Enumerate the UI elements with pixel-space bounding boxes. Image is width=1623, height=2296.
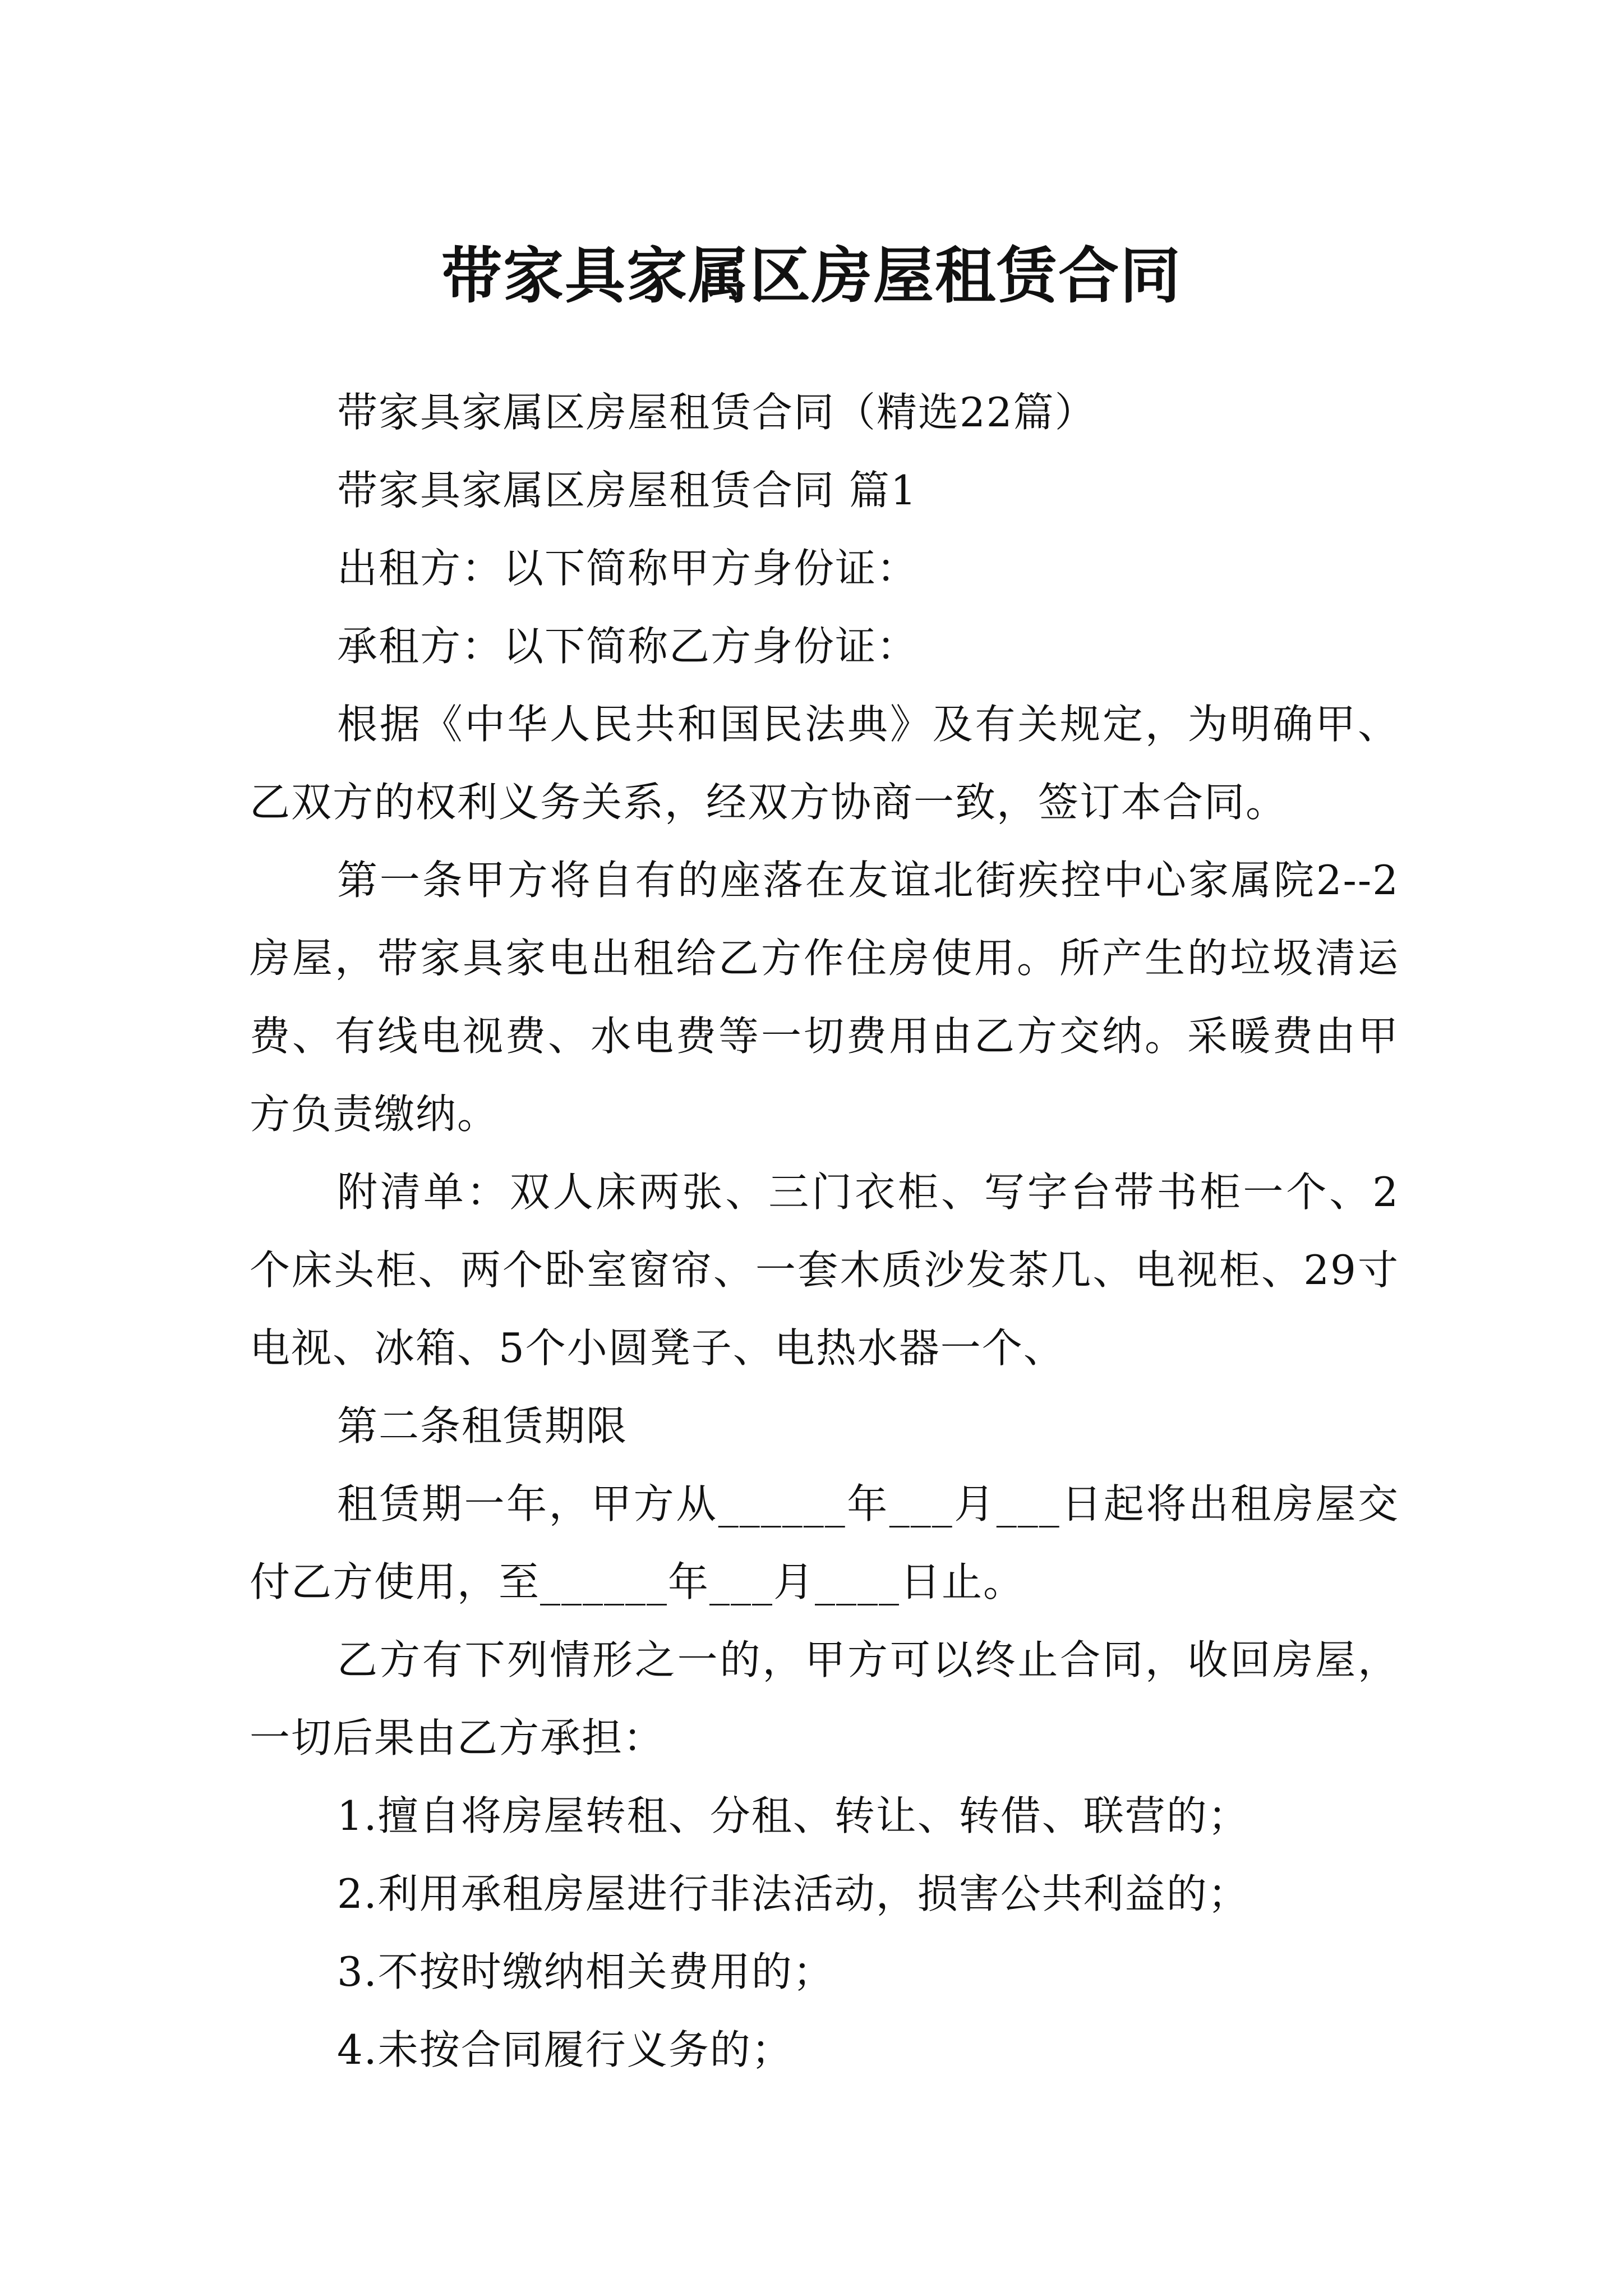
paragraph-item-2: 2.利用承租房屋进行非法活动，损害公共利益的； — [337, 1870, 1249, 1917]
paragraph-article-2-heading: 第二条租赁期限 — [337, 1402, 628, 1450]
paragraph-article-1: 第一条甲方将自有的座落在友谊北街疾控中心家属院2--2房屋，带家具家电出租给乙方作住房使用。所产生的垃圾清运费、有线电视费、水电费等一切费用由乙方交纳。采暖费由甲方负责缴纳。 — [250, 857, 1399, 1138]
paragraph-subtitle: 带家具家属区房屋租赁合同（精选22篇） — [337, 389, 1096, 436]
document-title: 带家具家属区房屋租赁合同 — [441, 241, 1182, 312]
paragraph-inventory: 附清单：双人床两张、三门衣柜、写字台带书柜一个、2个床头柜、两个卧室窗帘、一套木质沙发茶几、电视柜、29寸电视、冰箱、5个小圆凳子、电热水器一个、 — [250, 1168, 1399, 1372]
document-body — [250, 374, 1399, 2089]
paragraph-lease-term: 租赁期一年，甲方从______年___月___日起将出租房屋交付乙方使用，至______年___月____日止。 — [250, 1480, 1399, 1605]
paragraph-preamble: 根据《中华人民共和国民法典》及有关规定，为明确甲、乙双方的权利义务关系，经双方协商一致，签订本合同。 — [250, 701, 1399, 826]
paragraph-lessee: 承租方：以下简称乙方身份证： — [337, 623, 919, 670]
paragraph-item-4: 4.未按合同履行义务的； — [337, 2026, 793, 2073]
paragraph-item-3: 3.不按时缴纳相关费用的； — [337, 1948, 834, 1995]
paragraph-section-heading: 带家具家属区房屋租赁合同 篇1 — [337, 467, 917, 514]
paragraph-item-1: 1.擅自将房屋转租、分租、转让、转借、联营的； — [337, 1792, 1249, 1839]
paragraph-termination: 乙方有下列情形之一的，甲方可以终止合同，收回房屋，一切后果由乙方承担： — [250, 1636, 1399, 1761]
paragraph-lessor: 出租方：以下简称甲方身份证： — [337, 545, 919, 592]
